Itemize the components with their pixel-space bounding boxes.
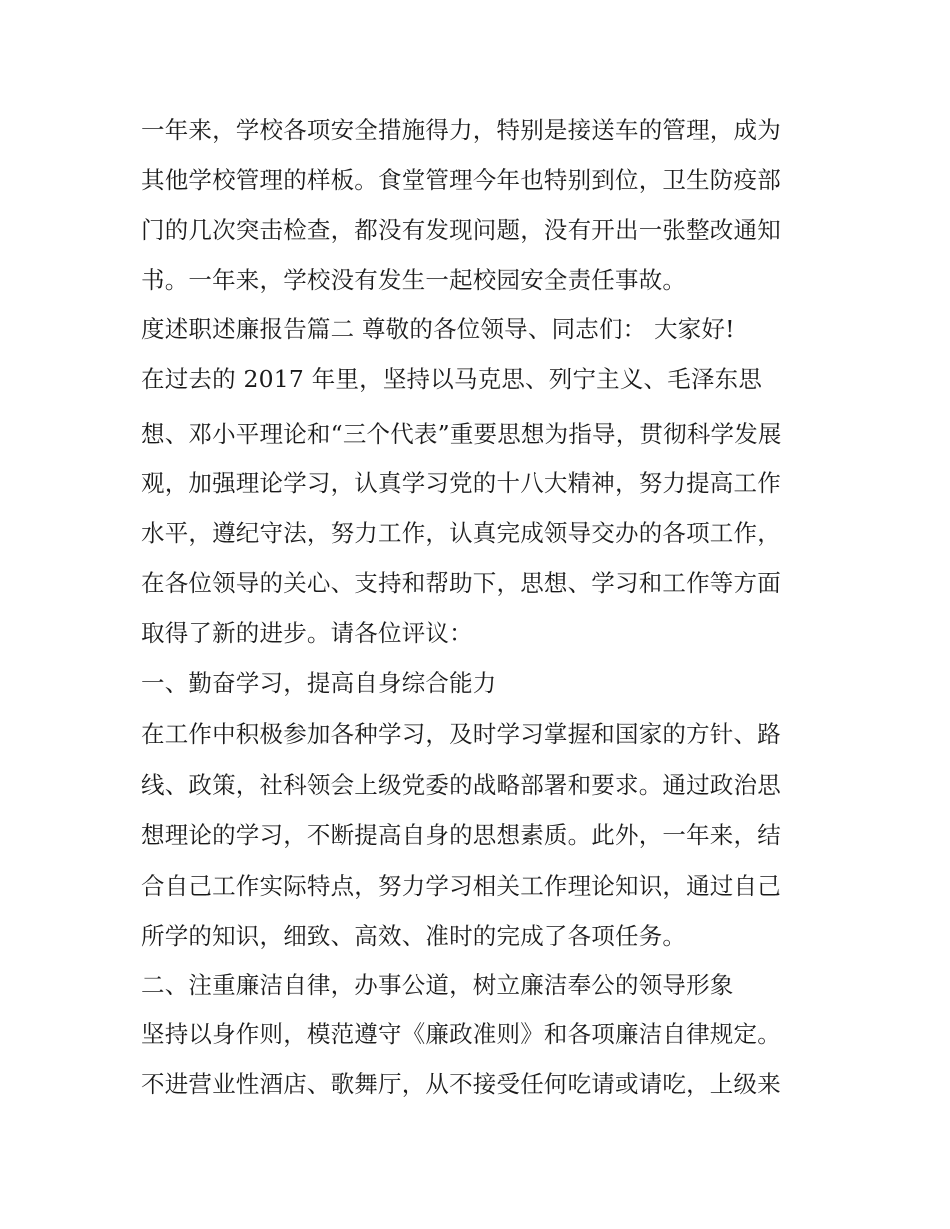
section-heading-2: 二、注重廉洁自律，办事公道，树立廉洁奉公的领导形象 [141,971,734,999]
text-line-13: 在工作中积极参加各种学习，及时学习掌握和国家的方针、路 [141,720,781,748]
text-line-15: 想理论的学习，不断提高自身的思想素质。此外，一年来，结 [141,821,781,849]
text-line-5: 度述职述廉报告篇二 尊敬的各位领导、同志们： 大家好! [141,315,735,343]
text-line-7: 想、邓小平理论和“三个代表”重要思想为指导，贯彻科学发展 [141,420,782,448]
text-line-4: 书。一年来，学校没有发生一起校园安全责任事故。 [141,266,687,294]
text-line-3: 门的几次突击检查，都没有发现问题，没有开出一张整改通知 [141,216,781,244]
text-line-1: 一年来，学校各项安全措施得力，特别是接送车的管理，成为 [141,116,781,144]
text-line-19: 坚持以身作则，模范遵守《廉政准则》和各项廉洁自律规定。 [141,1020,781,1048]
text-line-20: 不进营业性酒店、歌舞厅，从不接受任何吃请或请吃，上级来 [141,1070,781,1098]
text-line-6: 在过去的 2017 年里，坚持以马克思、列宁主义、毛泽东思 [141,365,763,393]
text-line-9: 水平，遵纪守法，努力工作，认真完成领导交办的各项工作， [141,519,781,547]
text-line-16: 合自己工作实际特点，努力学习相关工作理论知识，通过自己 [141,872,781,900]
text-line-14: 线、政策，社科领会上级党委的战略部署和要求。通过政治思 [141,771,781,799]
text-line-17: 所学的知识，细致、高效、准时的完成了各项任务。 [141,922,687,950]
text-line-11: 取得了新的进步。请各位评议： [141,619,473,647]
text-line-10: 在各位领导的关心、支持和帮助下，思想、学习和工作等方面 [141,569,781,597]
section-heading-1: 一、勤奋学习，提高自身综合能力 [141,669,497,697]
text-line-2: 其他学校管理的样板。食堂管理今年也特别到位，卫生防疫部 [141,166,781,194]
text-line-8: 观，加强理论学习，认真学习党的十八大精神，努力提高工作 [141,469,781,497]
